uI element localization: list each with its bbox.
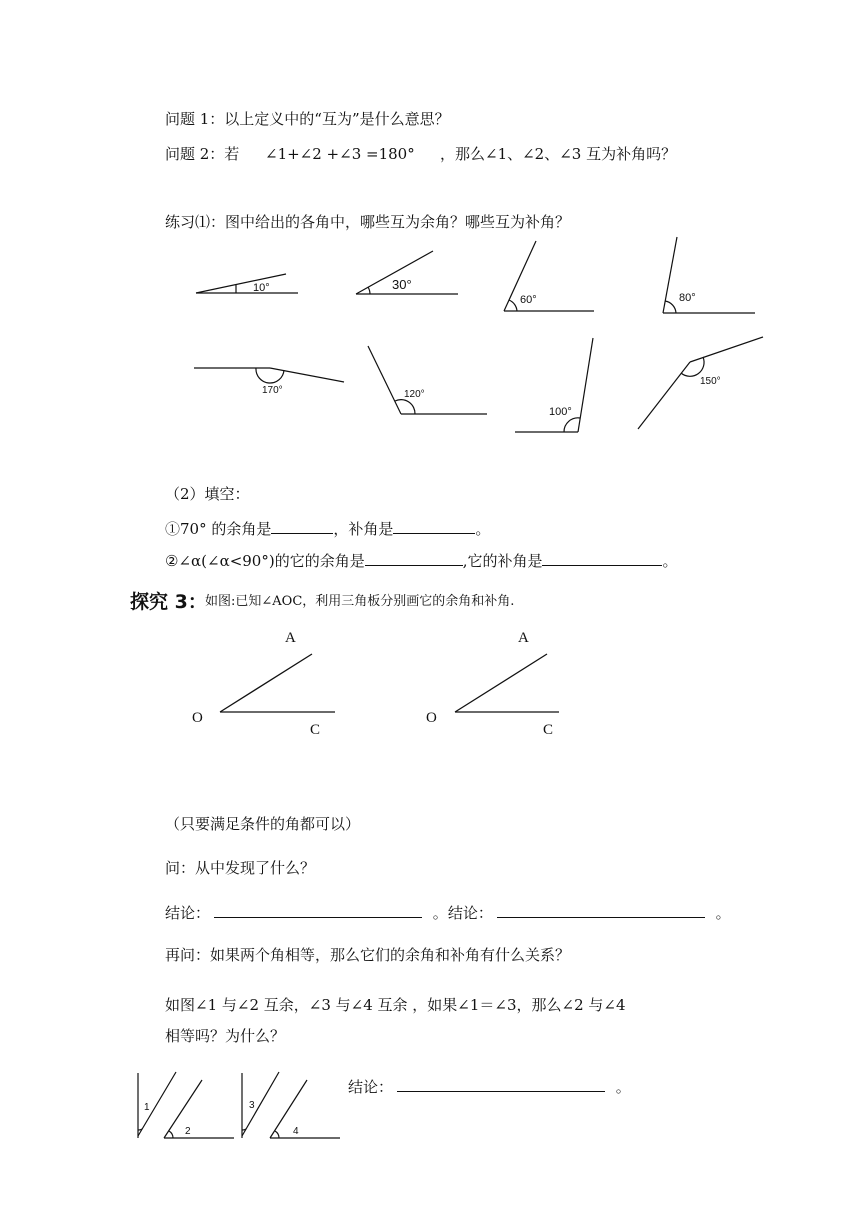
final-conclusion-blank[interactable] [397,1077,605,1092]
fill-line-1-text-a: ①70° 的余角是 [165,520,272,538]
explore-3-heading: 探究 3： [130,591,207,613]
question-1: 问题 1：以上定义中的“互为”是什么意思？ [165,110,450,128]
label-a-right: A [518,630,529,646]
angle-label-170: 170° [262,385,283,396]
angle-label-150: 150° [700,376,721,387]
angle-label-30: 30° [392,277,412,292]
label-c-right: C [543,722,554,738]
final-conclusion-line [348,1077,631,1098]
ask-question: 问：从中发现了什么？ [165,859,316,877]
exercise-2-title: （2）填空： [165,485,250,503]
conclusion-period-1: 。 [432,904,448,922]
fill-line-2-text-b: ,它的补角是 [462,552,543,570]
question-2-prefix: 问题 2：若 [165,145,240,163]
exercise-1-prompt: 练习⑴：图中给出的各角中，哪些互为余角？哪些互为补角？ [165,213,571,231]
fill-line-1-text-b: ，补角是 [333,520,394,538]
figure-label-2: 2 [185,1126,191,1137]
problem-line-1: 如图∠1 与∠2 互余，∠3 与∠4 互余 ，如果∠1＝∠3，那么∠2 与∠4 [165,996,626,1014]
conclusion-period-2: 。 [715,904,731,922]
question-2-expression: ∠1+∠2 +∠3 =180° [265,145,415,163]
label-c-left: C [310,722,321,738]
angle-label-120: 120° [404,389,425,400]
label-o-right: O [426,710,437,726]
final-conclusion-period: 。 [615,1078,631,1096]
figure-label-1: 1 [144,1102,150,1113]
reask-question: 再问：如果两个角相等，那么它们的余角和补角有什么关系？ [165,946,571,964]
angle-label-100: 100° [549,406,572,418]
fill-line-1-end: 。 [475,520,491,538]
conclusion-label-1: 结论： [165,904,211,922]
angle-label-60: 60° [520,294,537,306]
fill-line-2-text-a: ②∠α(∠α<90°)的它的余角是 [165,552,365,570]
conclusion-label-2: 结论： [447,904,493,922]
figure-label-4: 4 [293,1126,299,1137]
condition-note: （只要满足条件的角都可以） [165,815,361,833]
fill-line-2-end: 。 [662,552,678,570]
figure-label-3: 3 [249,1100,255,1111]
question-2-suffix: ，那么∠1、∠2、∠3 互为补角吗？ [440,145,677,163]
label-o-left: O [192,710,203,726]
problem-line-2: 相等吗？为什么？ [165,1027,286,1045]
angle-label-10: 10° [253,282,270,294]
label-a-left: A [285,630,296,646]
final-conclusion-label: 结论： [348,1078,394,1096]
angle-label-80: 80° [679,292,696,304]
explore-3-text: 如图:已知∠AOC，利用三角板分别画它的余角和补角. [205,594,515,609]
